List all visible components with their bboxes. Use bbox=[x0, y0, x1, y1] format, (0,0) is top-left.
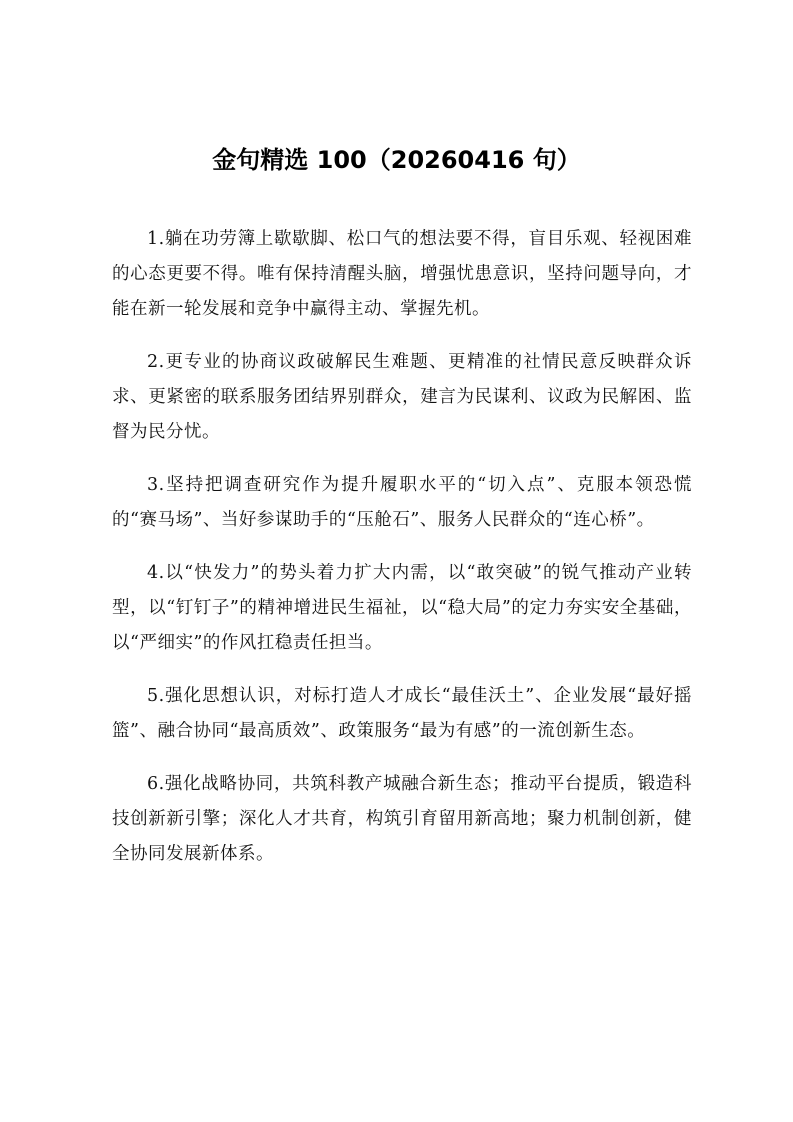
paragraph-2: 2.更专业的协商议政破解民生难题、更精准的社情民意反映群众诉求、更紧密的联系服务团结界别群众，建言为民谋利、议政为民解困、监督为民分忧。 bbox=[112, 352, 692, 442]
paragraph-1: 1.躺在功劳簿上歇歇脚、松口气的想法要不得，盲目乐观、轻视困难的心态更要不得。唯有保持清醒头脑，增强忧患意识，坚持问题导向，才能在新一轮发展和竞争中赢得主动、掌握先机。 bbox=[112, 229, 692, 319]
paragraph-6: 6.强化战略协同，共筑科教产城融合新生态；推动平台提质，锻造科技创新新引擎；深化人才共育，构筑引育留用新高地；聚力机制创新，健全协同发展新体系。 bbox=[112, 774, 692, 864]
paragraph-4: 4.以“快发力”的势头着力扩大内需，以“敢突破”的锐气推动产业转型，以“钉钉子”的精神增进民生福祉，以“稳大局”的定力夯实安全基础，以“严细实”的作风扛稳责任担当。 bbox=[112, 563, 692, 653]
paragraph-3: 3.坚持把调查研究作为提升履职水平的“切入点”、克服本领恐慌的“赛马场”、当好参谋助手的“压舱石”、服务人民群众的“连心桥”。 bbox=[112, 475, 692, 530]
document-title: 金句精选 100（20260416 句） bbox=[212, 146, 581, 174]
document-body bbox=[112, 222, 692, 890]
paragraph-5: 5.强化思想认识，对标打造人才成长“最佳沃土”、企业发展“最好摇篮”、融合协同“最高质效”、政策服务“最为有感”的一流创新生态。 bbox=[112, 686, 692, 741]
